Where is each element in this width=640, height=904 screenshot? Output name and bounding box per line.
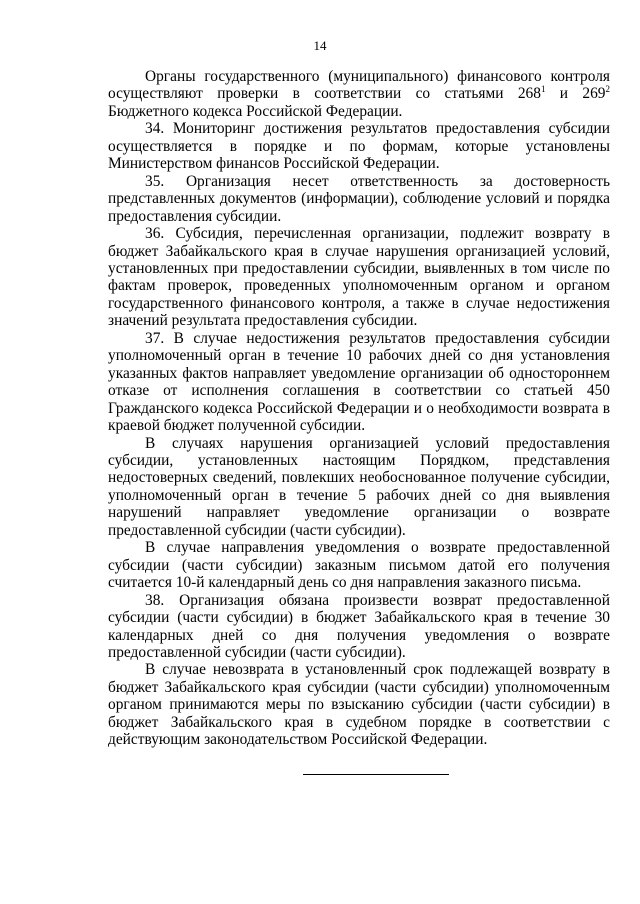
footnote-ref-1: 1 xyxy=(540,84,546,95)
end-separator-line xyxy=(303,774,449,775)
paragraph-37: 37. В случае недостижения результатов предоставления субсидии уполномоченный орган в течение 10 рабочих дней со дня установления указанных фактов направляет уведомление организации об одностороннем отказе от исполнения соглашения в соответствии со статьей 450 Гражданского кодекса Российской Федерации и о необходимости возврата в краевой бюджет полученной субсидии. xyxy=(108,329,610,435)
paragraph-35: 35. Организация несет ответственность за достоверность представленных документов (информации), соблюдение условий и порядка предоставления субсидии. xyxy=(108,172,610,225)
paragraph-38: 38. Организация обязана произвести возврат предоставленной субсидии (части субсидии) в бюджет Забайкальского края в течение 30 календарных дней со дня получения уведомления о возврате предоставленной субсидии (части субсидии). xyxy=(108,591,610,661)
paragraph-36: 36. Субсидия, перечисленная организации, подлежит возврату в бюджет Забайкальского края в случае нарушения организацией условий, установленных при предоставлении субсидии, выявленных в том числе по фактам проверок, проведенных уполномоченным органом и органом государственного финансового контроля, а также в случае недостижения значений результата предоставления субсидии. xyxy=(108,225,610,330)
page-number: 14 xyxy=(313,38,327,53)
paragraph-registered-letter: В случае направления уведомления о возврате предоставленной субсидии (части субсидии) заказным письмом датой его получения считается 10-й календарный день со дня направления заказного письма. xyxy=(108,539,610,592)
paragraph-financial-control: Органы государственного (муниципального) финансового контроля осуществляют проверки в соответствии со статьями $268^1$ и $269^2$ Бюджетного кодекса Российской Федерации. xyxy=(108,68,610,120)
paragraph-non-return: В случае невозврата в установленный срок подлежащей возврату в бюджет Забайкальского края субсидии (части субсидии) уполномоченным органом принимаются меры по взысканию субсидии (части субсидии) в бюджет Забайкальского края в судебном порядке в соответствии с действующим законодательством Российской Федерации. xyxy=(108,661,610,749)
footnote-ref-2: 2 xyxy=(605,84,610,95)
paragraph-violations: В случаях нарушения организацией условий предоставления субсидии, установленных настоящим Порядком, представления недостоверных сведений, повлекших необоснованное получение субсидии, уполномоченный орган в течение 5 рабочих дней со дня выявления нарушений направляет уведомление организации о возврате предоставленной субсидии (части субсидии). xyxy=(108,434,610,539)
paragraph-34: 34. Мониторинг достижения результатов предоставления субсидии осуществляется в порядке и по формам, которые установлены Министерством финансов Российской Федерации. xyxy=(108,120,610,173)
document-body xyxy=(108,68,610,749)
